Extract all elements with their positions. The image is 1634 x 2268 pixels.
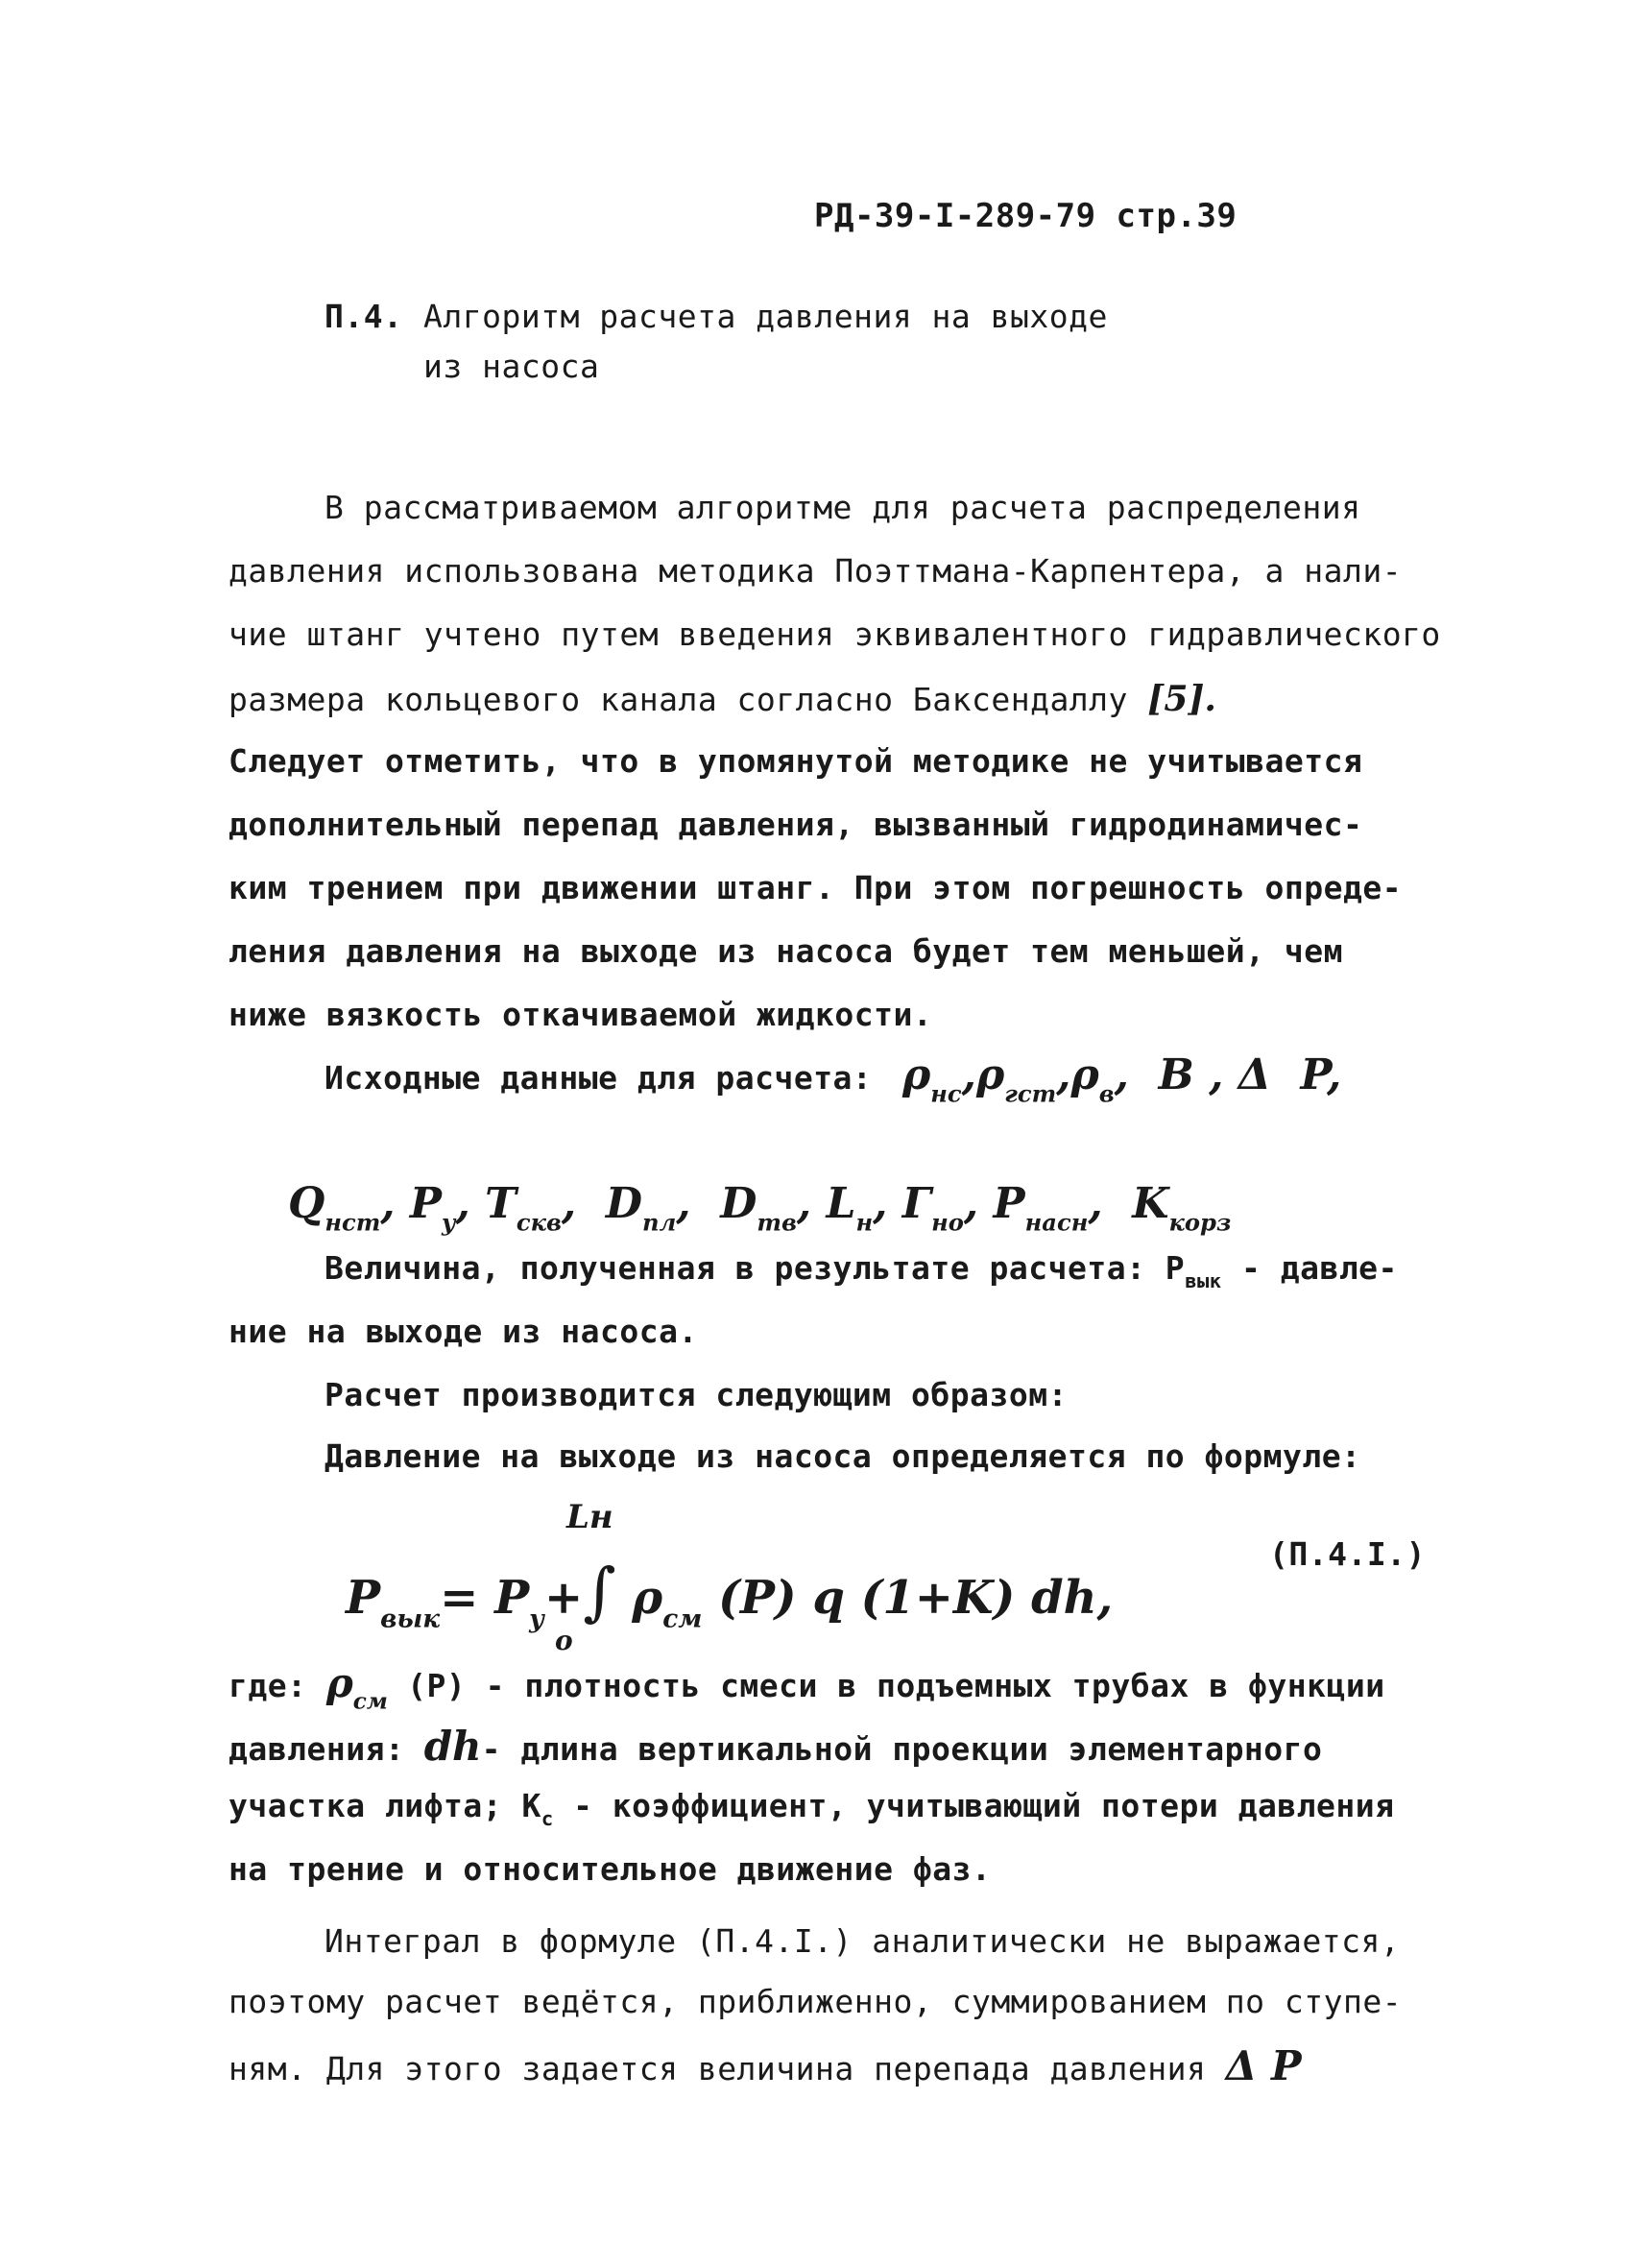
section-title-line2: из насоса [423, 348, 600, 385]
input-data-label: Исходные данные для расчета: [324, 1059, 873, 1097]
input-symbols-line2: $Q_{нст}$, $P_у$, $T_{скв}$, $D_{пл}$, $D_{тв}$, $L_н$, $Г_{но}$, $P_{насн}$, $K_{корз}$ [288, 1179, 1232, 1237]
formula-number: (П.4.I.) [1269, 1535, 1426, 1573]
result-line1: Величина, полученная в результате расчета: $P_{вык}$ - давле- [324, 1249, 1398, 1293]
calc-intro-line2: Давление на выходе из насоса определяется по формуле: [324, 1437, 1361, 1475]
text-line: дополнительный перепад давления, вызванный гидродинамичес- [228, 806, 1363, 843]
text-line: ления давления на выходе из насоса будет тем меньшей, чем [228, 932, 1343, 970]
text-line: участка лифта; $K_c$ - коэффициент, учитывающий потери давления [228, 1787, 1395, 1831]
result-line2: ние на выходе из насоса. [228, 1313, 698, 1350]
text-line: Следует отметить, что в упомянутой методике не учитывается [228, 742, 1363, 780]
text-line: ниже вязкость откачиваемой жидкости. [228, 996, 933, 1033]
reference-citation: [5]. [1147, 679, 1216, 719]
text-line: поэтому расчет ведётся, приближенно, суммированием по ступе- [228, 1983, 1403, 2020]
section-title-line1: Алгоритм расчета давления на выходе [423, 298, 1108, 335]
text-line: ням. Для этого задается величина перепада давления Δ P [228, 2042, 1302, 2089]
calc-intro-line1: Расчет производится следующим образом: [324, 1376, 1068, 1413]
document-reference: РД-39-I-289-79 стр.39 [814, 197, 1238, 235]
text-line: давления: dh- длина вертикальной проекции элементарного [228, 1723, 1323, 1770]
text-line: В рассматриваемом алгоритме для расчета распределения [324, 489, 1361, 526]
text-line: ким трением при движении штанг. При этом погрешность опреде- [228, 869, 1403, 906]
integral-upper-limit: Lн [566, 1498, 613, 1536]
text-line: на трение и относительное движение фаз. [228, 1850, 992, 1888]
section-number: П.4. [324, 298, 403, 335]
input-symbols-line1: $\rho_{нс},\rho_{гст},\rho_в$, B , Δ P, [902, 1050, 1342, 1108]
text-line: размера кольцевого канала согласно Баксендаллу [5]. [228, 679, 1216, 719]
integral-lower-limit: o [555, 1625, 573, 1656]
text-line: чие штанг учтено путем введения эквивалентного гидравлического [228, 615, 1441, 653]
text-line: где: $\rho_{см}$ (P) - плотность смеси в подъемных трубах в функции [228, 1659, 1385, 1715]
text-line: давления использована методика Поэттмана-Карпентера, а нали- [228, 552, 1403, 590]
formula-body: $P_{вык}= P_у+\int$ $\rho_{см}$ (P) q (1+K) dh, [346, 1555, 1114, 1634]
text-line: Интеграл в формуле (П.4.I.) аналитически не выражается, [324, 1922, 1401, 1960]
